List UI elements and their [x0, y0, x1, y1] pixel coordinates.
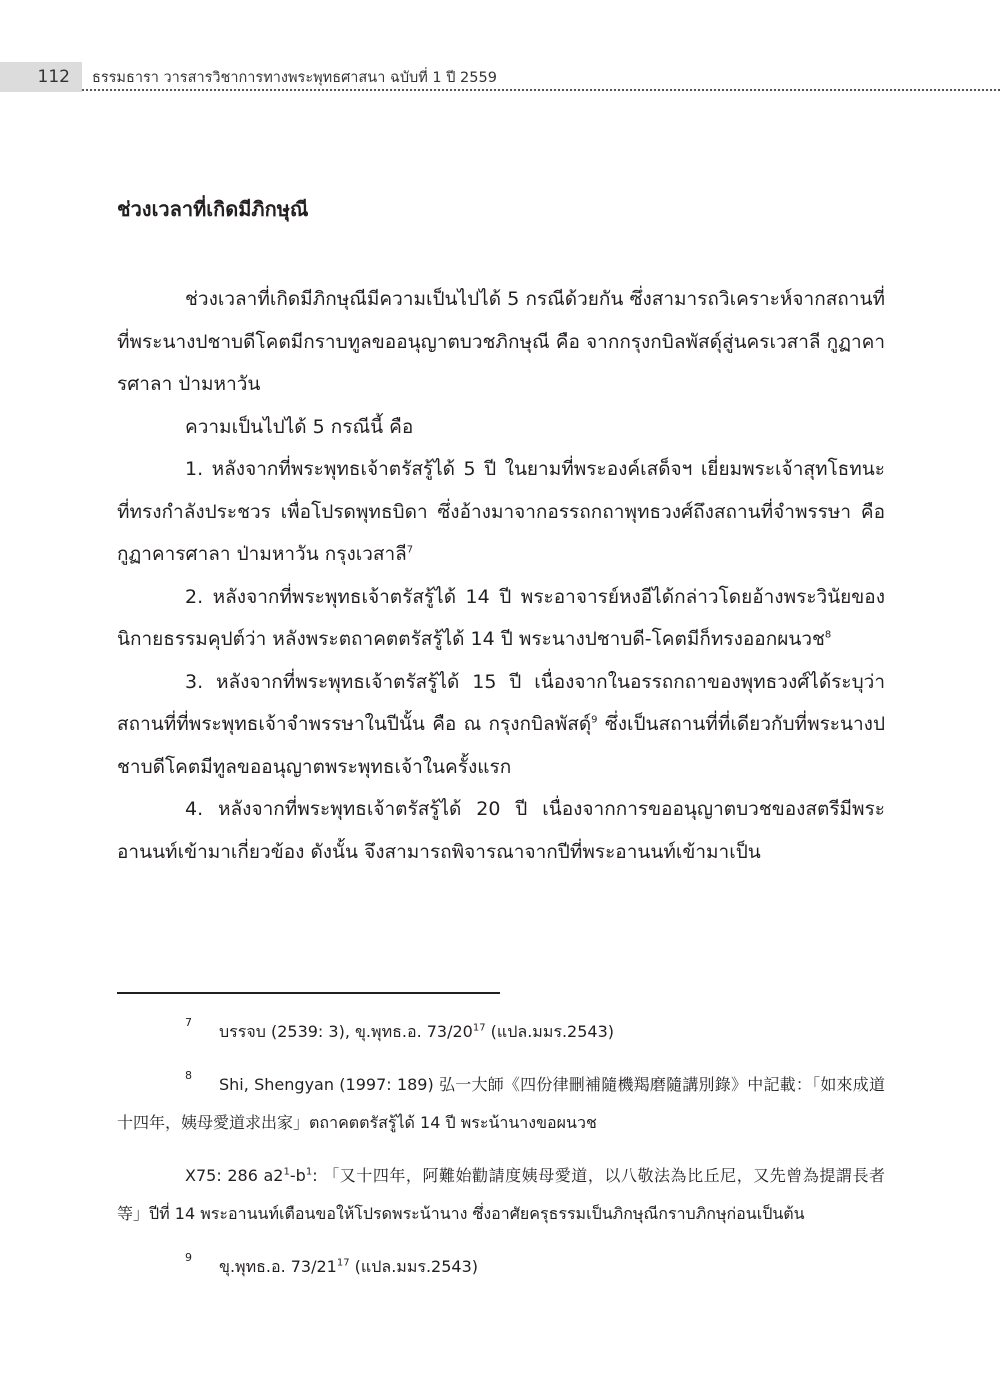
dotted-rule	[82, 89, 1000, 91]
footnote-text: ขุ.พุทธ.อ. 73/21	[219, 1257, 337, 1276]
footnote-divider	[117, 992, 500, 994]
footnote-text: Shi, Shengyan (1997: 189) 弘一大師《四份律刪補隨機羯磨隨講別錄》中記載：「如來成道十四年，姨母愛道求出家」ตถาคตตรัสรู้ได้ 14 ปี พระน้านางขอผนวช	[117, 1075, 885, 1132]
case-paragraph-4	[117, 788, 885, 873]
footnote-text: X75: 286 a2	[185, 1166, 284, 1185]
case-text: 1. หลังจากที่พระพุทธเจ้าตรัสรู้ได้ 5 ปี ในยามที่พระองค์เสด็จฯ เยี่ยมพระเจ้าสุทโธทนะที่ทรงกำลังประชวร เพื่อโปรดพุทธบิดา ซึ่งอ้างมาจากอรรถกถาพุทธวงศ์ถึงสถานที่จำพรรษา คือ กูฏาคารศาลา ป่ามหาวัน กรุงเวสาลี	[117, 458, 885, 565]
footnote-sup: 1	[305, 1166, 313, 1178]
footnote-ref-8[interactable]: 8	[824, 629, 832, 641]
case-paragraph-1	[117, 448, 885, 576]
intro-paragraph: ช่วงเวลาที่เกิดมีภิกษุณีมีความเป็นไปได้ 5 กรณีด้วยกัน ซึ่งสามารถวิเคราะห์จากสถานที่ที่พระนางปชาบดีโคตมีกราบทูลขออนุญาตบวชภิกษุณี คือ จากกรุงกบิลพัสดุ์สู่นครเวสาลี กูฏาคารศาลา ป่ามหาวัน	[117, 288, 885, 395]
lead-paragraph: ความเป็นไปได้ 5 กรณีนี้ คือ	[185, 415, 414, 438]
case-text: 4. หลังจากที่พระพุทธเจ้าตรัสรู้ได้ 20 ปี เนื่องจากการขออนุญาตบวชของสตรีมีพระอานนท์เข้ามาเกี่ยวข้อง ดังนั้น จึงสามารถพิจารณาจากปีที่พระอานนท์เข้ามาเป็น	[117, 798, 885, 863]
section-heading: ช่วงเวลาที่เกิดมีภิกษุณี	[117, 197, 309, 221]
page-number: 112	[0, 62, 82, 92]
footnote-sup: 1	[283, 1166, 290, 1178]
case-text: 2. หลังจากที่พระพุทธเจ้าตรัสรู้ได้ 14 ปี พระอาจารย์หงอีได้กล่าวโดยอ้างพระวินัยของนิกายธรรมคุปต์ว่า หลังพระตถาคตตรัสรู้ได้ 14 ปี พระนางปชาบดี-โคตมีก็ทรงออกผนวช	[117, 585, 885, 650]
footnote-text-tail: (แปล.มมร.2543)	[485, 1022, 615, 1041]
footnote-text-tail: : 「又十四年，阿難始勸請度姨母愛道，以八敬法為比丘尼，又先曾為提謂長者等」ปีที่ 14 พระอานนท์เตือนขอให้โปรดพระน้านาง ซึ่งอาศัยครุธรรมเป็นภิกษุณีกราบภิกษุก่อนเป็นต้น	[117, 1166, 886, 1223]
footnote-sup: 17	[472, 1022, 486, 1034]
footnote-text: -b	[289, 1166, 306, 1185]
footnote-ref-7[interactable]: 7	[406, 544, 414, 556]
footnote-number: 7	[185, 1016, 192, 1029]
footnote-7	[117, 1013, 885, 1051]
footnotes	[117, 1013, 885, 1301]
case-paragraph-3	[117, 661, 885, 789]
case-text-tail: ซึ่งเป็นสถานที่ที่เดียวกับที่พระนางปชาบดีโคตมีทูลขออนุญาตพระพุทธเจ้าในครั้งแรก	[117, 713, 886, 778]
footnote-number: 9	[185, 1251, 192, 1264]
footnote-8-continued	[117, 1157, 885, 1233]
footnote-ref-9[interactable]: 9	[591, 714, 598, 726]
footnote-9	[117, 1248, 885, 1286]
running-title: ธรรมธารา วารสารวิชาการทางพระพุทธศาสนา ฉบับที่ 1 ปี 2559	[92, 70, 497, 86]
main-content	[117, 188, 885, 873]
running-header	[0, 62, 1000, 94]
footnote-text-tail: (แปล.มมร.2543)	[349, 1257, 479, 1276]
case-text: 3. หลังจากที่พระพุทธเจ้าตรัสรู้ได้ 15 ปี เนื่องจากในอรรถกถาของพุทธวงศ์ได้ระบุว่า สถานที่ที่พระพุทธเจ้าจำพรรษาในปีนั้น คือ ณ กรุงกบิลพัสดุ์	[117, 670, 885, 735]
footnote-8	[117, 1066, 885, 1142]
footnote-sup: 17	[336, 1257, 350, 1269]
case-paragraph-2	[117, 576, 885, 661]
footnote-number: 8	[185, 1069, 192, 1082]
footnote-text: บรรจบ (2539: 3), ขุ.พุทธ.อ. 73/20	[219, 1022, 473, 1041]
